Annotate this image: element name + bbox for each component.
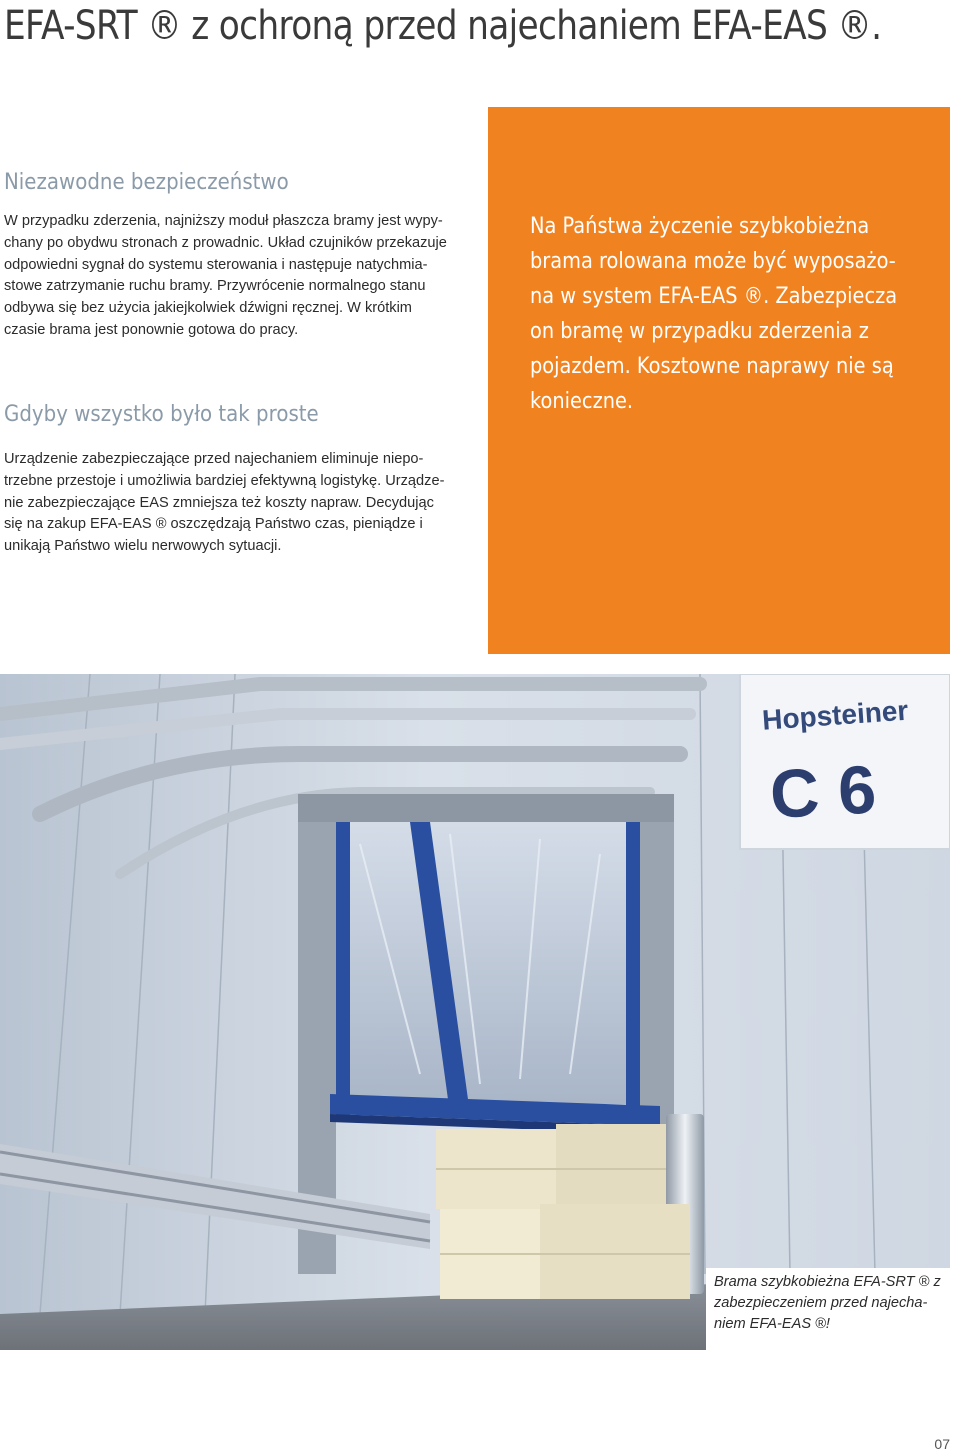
callout-line: brama rolowana może być wyposażo-	[530, 249, 896, 274]
sign-brand: Hopsteiner	[761, 694, 910, 736]
text-line: unikają Państwo wielu nerwowych sytuacji.	[4, 538, 282, 555]
text-line: stowe zatrzymanie ruchu bramy. Przywrócenie normalnego stanu	[4, 278, 426, 295]
caption-line: Brama szybkobieżna EFA-SRT ® z	[714, 1274, 941, 1290]
page-title: EFA-SRT ® z ochroną przed najechaniem EFA-EAS ®.	[4, 3, 882, 49]
text-line: chany po obydwu stronach z prowadnic. Układ czujników przekazuje	[4, 234, 447, 251]
page-number: 07	[934, 1436, 950, 1452]
callout-line: na w system EFA-EAS ®. Zabezpiecza	[530, 284, 898, 309]
hall-sign	[740, 674, 950, 849]
callout-line: konieczne.	[530, 389, 634, 414]
section-paragraph-simplicity	[4, 449, 454, 558]
section-heading-reliability: Niezawodne bezpieczeństwo	[4, 170, 289, 195]
callout-line: on bramę w przypadku zderzenia z	[530, 319, 869, 344]
text-line: odpowiedni sygnał do systemu sterowania i następuje natychmia-	[4, 256, 428, 273]
photo-caption	[714, 1272, 941, 1335]
callout-text	[530, 209, 897, 419]
text-line: się na zakup EFA-EAS ® oszczędzają Państwo czas, pieniądze i	[4, 516, 423, 533]
caption-line: niem EFA-EAS ®!	[714, 1316, 830, 1332]
callout-line: pojazdem. Kosztowne naprawy nie są	[530, 354, 894, 379]
text-line: trzebne przestoje i umożliwia bardziej efektywną logistykę. Urządze-	[4, 472, 445, 489]
caption-box	[706, 1268, 950, 1350]
text-line: Urządzenie zabezpieczające przed najechaniem eliminuje niepo-	[4, 451, 424, 467]
door-photo-illustration	[0, 674, 950, 1350]
section-paragraph-reliability	[4, 211, 454, 342]
door-photo	[0, 674, 950, 1350]
caption-line: zabezpieczeniem przed najecha-	[714, 1295, 928, 1311]
callout-line: Na Państwa życzenie szybkobieżna	[530, 214, 870, 239]
callout-box	[488, 107, 950, 654]
sign-label: C 6	[768, 751, 878, 833]
text-line: nie zabezpieczające EAS zmniejsza też koszty napraw. Decydując	[4, 494, 434, 511]
text-line: odbywa się bez użycia jakiejkolwiek dźwigni ręcznej. W krótkim	[4, 300, 412, 317]
text-line: W przypadku zderzenia, najniższy moduł płaszcza bramy jest wypy-	[4, 213, 443, 229]
text-line: czasie brama jest ponownie gotowa do pracy.	[4, 321, 299, 338]
section-heading-simplicity: Gdyby wszystko było tak proste	[4, 402, 319, 427]
